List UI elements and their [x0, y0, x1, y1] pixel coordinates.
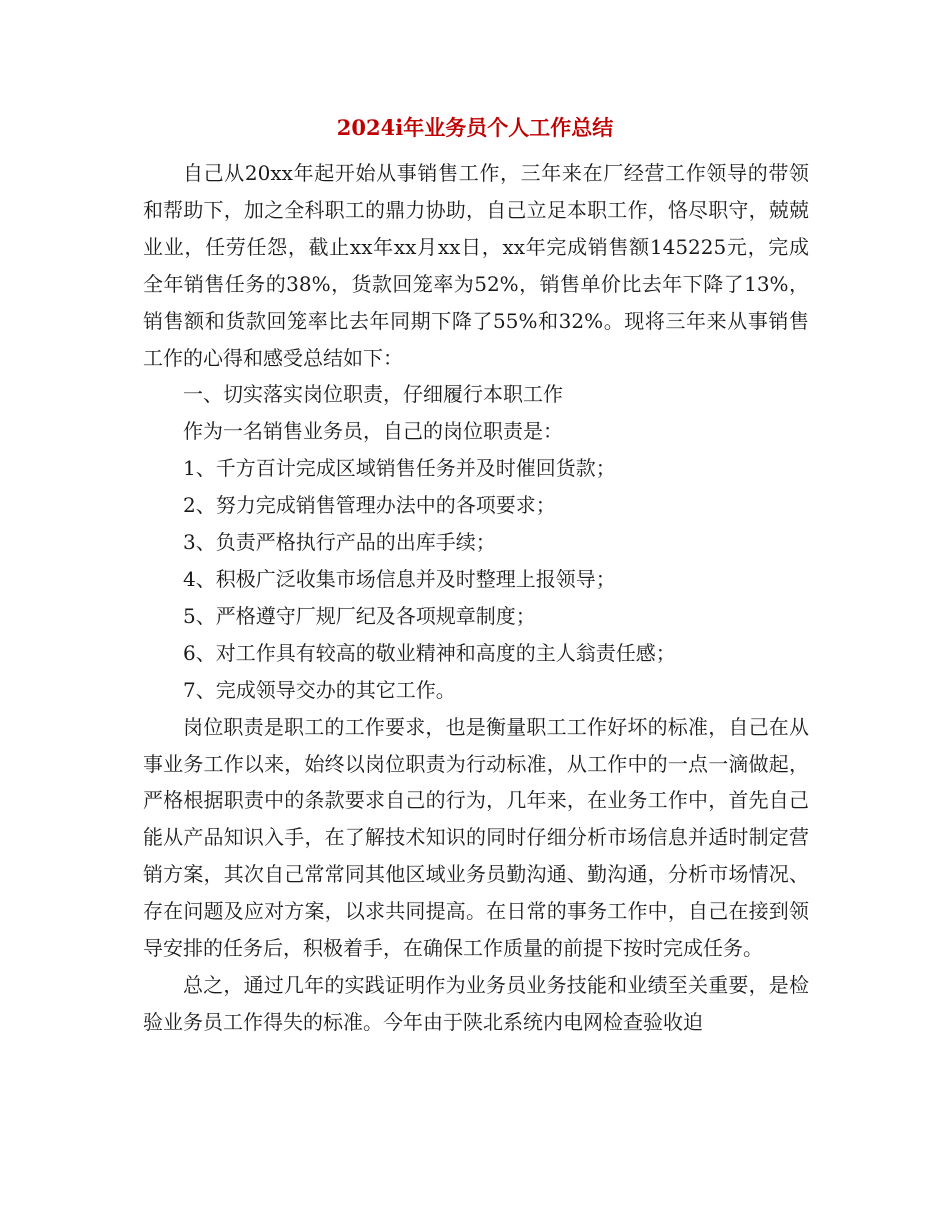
- duty-item: 3、负责严格执行产品的出库手续；: [183, 530, 496, 555]
- document-body: [143, 155, 809, 1041]
- paragraph-summary: 总之，通过几年的实践证明作为业务员业务技能和业绩至关重要，是检验业务员工作得失的标准。今年由于陕北系统内电网检查验收迫: [143, 972, 809, 1034]
- paragraph-duties-intro: 作为一名销售业务员，自己的岗位职责是：: [183, 419, 563, 444]
- document-title: 2024i年业务员个人工作总结: [336, 115, 614, 140]
- duty-item: 6、对工作具有较高的敬业精神和高度的主人翁责任感；: [183, 640, 676, 665]
- duty-item: 4、积极广泛收集市场信息并及时整理上报领导；: [183, 566, 616, 591]
- duty-item: 1、千方百计完成区域销售任务并及时催回货款；: [183, 456, 616, 481]
- duty-item: 2、努力完成销售管理办法中的各项要求；: [183, 493, 556, 518]
- duty-item: 5、严格遵守厂规厂纪及各项规章制度；: [183, 603, 536, 628]
- duty-item: 7、完成领导交办的其它工作。: [183, 677, 456, 702]
- section-heading: 一、切实落实岗位职责，仔细履行本职工作: [183, 382, 563, 407]
- paragraph-duties-discussion: 岗位职责是职工的工作要求，也是衡量职工工作好坏的标准，自己在从事业务工作以来，始终以岗位职责为行动标准，从工作中的一点一滴做起，严格根据职责中的条款要求自己的行为，几年来，在业务工作中，首先自己能从产品知识入手，在了解技术知识的同时仔细分析市场信息并适时制定营销方案，其次自己常常同其他区域业务员勤沟通、勤沟通，分析市场情况、存在问题及应对方案，以求共同提高。在日常的事务工作中，自己在接到领导安排的任务后，积极着手，在确保工作质量的前提下按时完成任务。: [143, 714, 809, 961]
- paragraph-intro: 自己从20xx年起开始从事销售工作，三年来在厂经营工作领导的带领和帮助下，加之全科职工的鼎力协助，自己立足本职工作，恪尽职守，兢兢业业，任劳任怨，截止xx年xx月xx日，xx年完成销售额145225元，完成全年销售任务的38%，货款回笼率为52%，销售单价比去年下降了13%，销售额和货款回笼率比去年同期下降了55%和32%。现将三年来从事销售工作的心得和感受总结如下：: [143, 161, 809, 370]
